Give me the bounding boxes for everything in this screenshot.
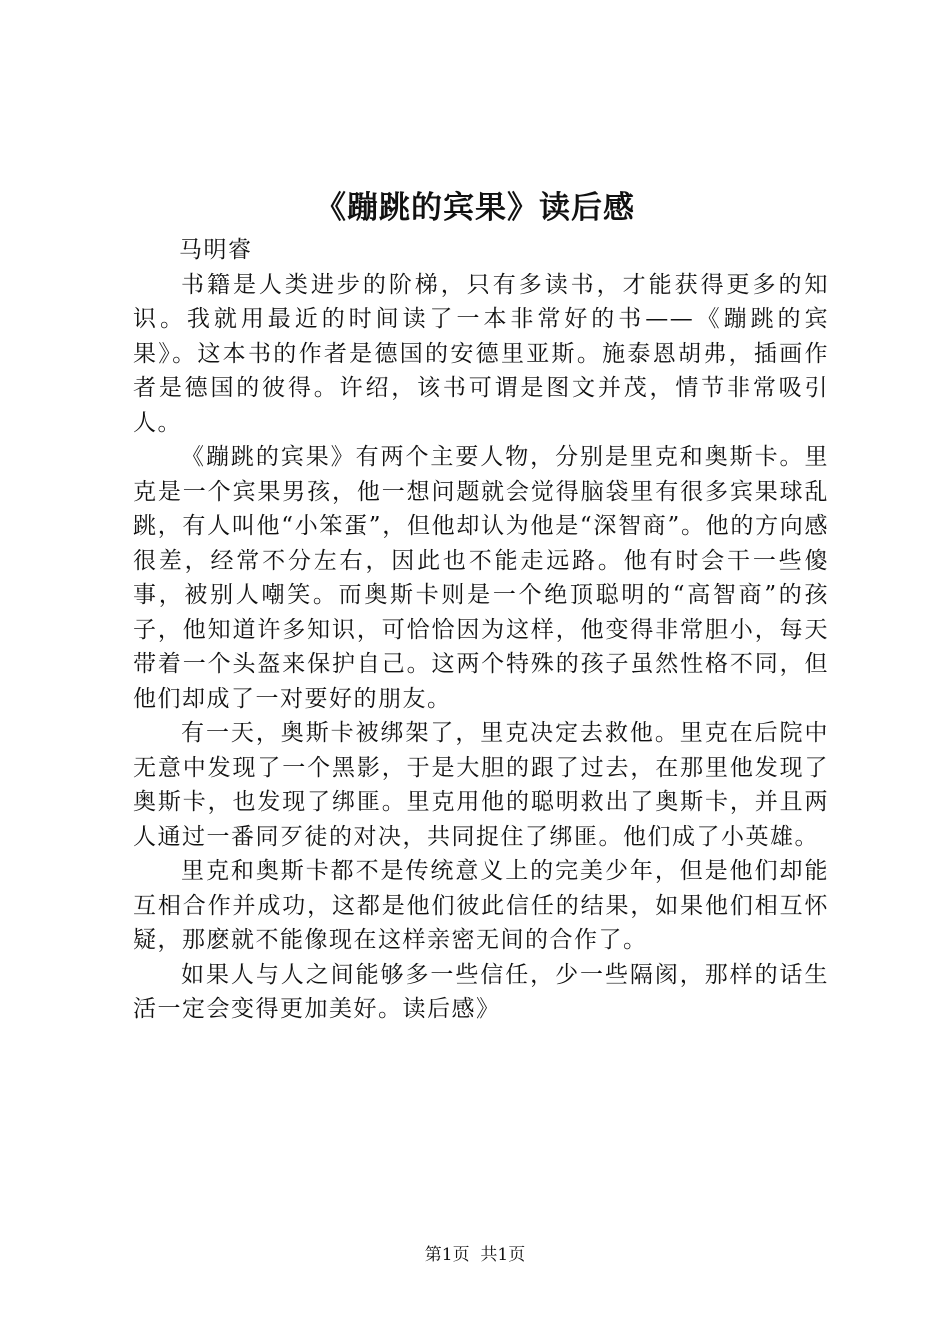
paragraph-5: 如果人与人之间能够多一些信任，少一些隔阂，那样的话生活一定会变得更加美好。读后感》: [133, 961, 829, 1022]
page-number-footer: 第1页 共1页: [424, 1245, 526, 1265]
author-name: 马明睿: [179, 237, 253, 263]
paragraph-3: 有一天，奥斯卡被绑架了，里克决定去救他。里克在后院中无意中发现了一个黑影，于是大胆的跟了过去，在那里他发现了奥斯卡，也发现了绑匪。里克用他的聪明救出了奥斯卡，并且两人通过一番同歹徒的对决，共同捉住了绑匪。他们成了小英雄。: [133, 720, 829, 850]
paragraph-1: 书籍是人类进步的阶梯，只有多读书，才能获得更多的知识。我就用最近的时间读了一本非常好的书——《蹦跳的宾果》。这本书的作者是德国的安德里亚斯。施泰恩胡弗，插画作者是德国的彼得。许绍，该书可谓是图文并茂，情节非常吸引人。: [133, 271, 829, 436]
paragraph-4: 里克和奥斯卡都不是传统意义上的完美少年，但是他们却能互相合作并成功，这都是他们彼此信任的结果，如果他们相互怀疑，那麽就不能像现在这样亲密无间的合作了。: [133, 858, 829, 953]
paragraph-2: 《蹦跳的宾果》有两个主要人物，分别是里克和奥斯卡。里克是一个宾果男孩，他一想问题就会觉得脑袋里有很多宾果球乱跳，有人叫他“小笨蛋”，但他却认为他是“深智商”。他的方向感很差，经常不分左右，因此也不能走远路。他有时会干一些傻事，被别人嘲笑。而奥斯卡则是一个绝顶聪明的“高智商”的孩子，他知道许多知识，可恰恰因为这样，他变得非常胆小，每天带着一个头盔来保护自己。这两个特殊的孩子虽然性格不同，但他们却成了一对要好的朋友。: [133, 444, 829, 712]
document-title: 《蹦跳的宾果》读后感: [315, 190, 635, 226]
document-body: [133, 233, 829, 1027]
